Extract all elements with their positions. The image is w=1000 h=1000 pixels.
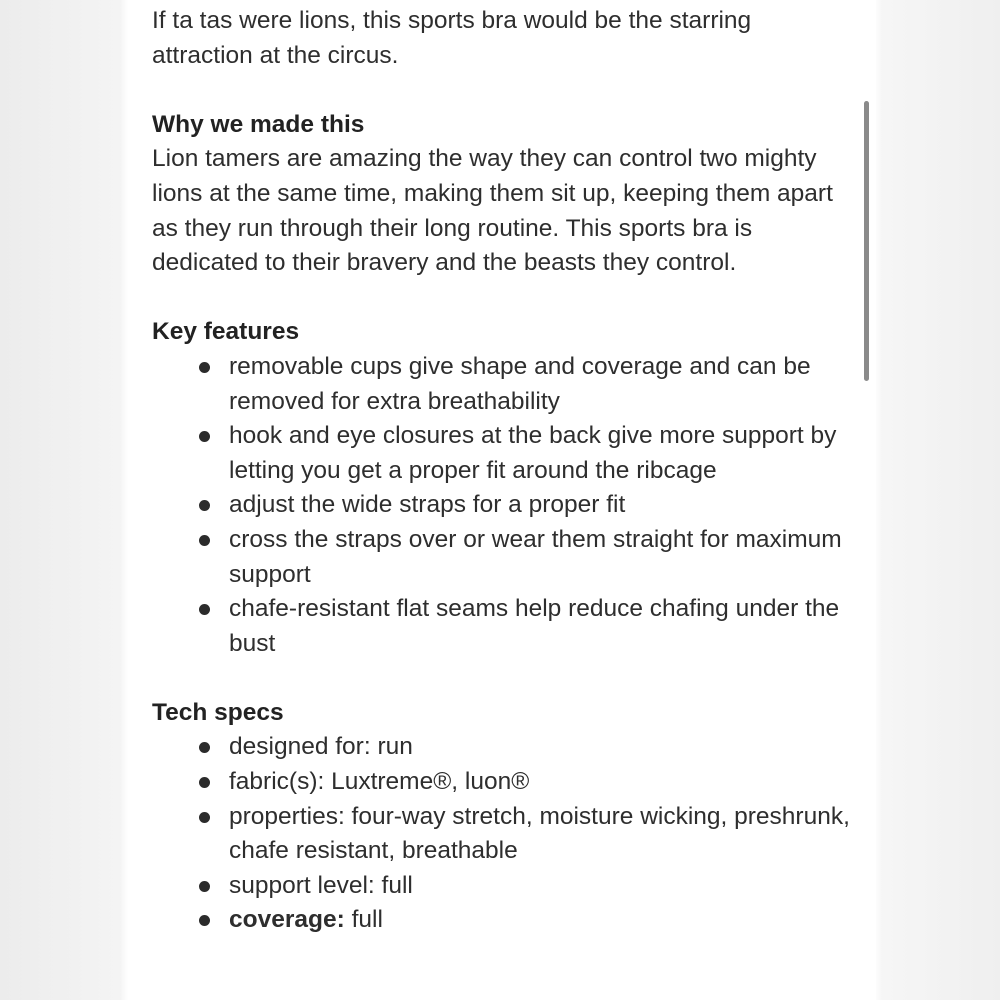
feature-text: chafe-resistant flat seams help reduce chafing under the bust <box>229 595 840 657</box>
why-section <box>152 108 852 281</box>
intro-text: If ta tas were lions, this sports bra would be the starring attraction at the circus. <box>152 7 752 69</box>
feature-item <box>152 592 852 661</box>
specs-section <box>152 696 852 938</box>
bullet-icon <box>199 742 210 753</box>
feature-item <box>152 419 852 488</box>
features-section <box>152 315 852 661</box>
bullet-icon <box>199 362 210 373</box>
bullet-icon <box>199 777 210 788</box>
feature-text: cross the straps over or wear them straight for maximum support <box>229 525 842 588</box>
feature-item <box>152 350 852 419</box>
feature-text: adjust the wide straps for a proper fit <box>229 491 626 519</box>
why-heading: Why we made this <box>152 110 365 138</box>
spec-text: fabric(s): Luxtreme®, luon® <box>229 768 530 796</box>
features-list <box>152 350 852 661</box>
spec-text: support level: full <box>229 871 413 899</box>
why-body: Lion tamers are amazing the way they can control two mighty lions at the same time, making them sit up, keeping them apart as they run through their long routine. This sports bra is dedicated to their bravery and the beasts they control. <box>152 145 833 277</box>
specs-heading: Tech specs <box>152 698 284 726</box>
spec-item <box>152 765 852 800</box>
scrollbar-thumb[interactable] <box>864 101 869 381</box>
feature-item <box>152 523 852 592</box>
spec-item <box>152 800 852 869</box>
spec-item <box>152 869 852 904</box>
spec-value: full <box>344 906 383 934</box>
spec-text: designed for: run <box>229 733 413 761</box>
specs-list <box>152 730 852 938</box>
bullet-icon <box>199 535 210 546</box>
feature-item <box>152 488 852 523</box>
spec-item <box>152 730 852 765</box>
bullet-icon <box>199 812 210 823</box>
bullet-icon <box>199 500 210 511</box>
feature-text: removable cups give shape and coverage and can be removed for extra breathability <box>229 352 811 415</box>
product-description <box>152 4 852 938</box>
bullet-icon <box>199 431 210 442</box>
spec-text: properties: four-way stretch, moisture wicking, preshrunk, chafe resistant, breathable <box>229 802 850 865</box>
spec-label: coverage: <box>229 906 345 934</box>
feature-text: hook and eye closures at the back give more support by letting you get a proper fit around the ribcage <box>229 422 837 484</box>
features-heading: Key features <box>152 318 300 346</box>
bullet-icon <box>199 915 210 926</box>
bullet-icon <box>199 881 210 892</box>
spec-item <box>152 903 852 938</box>
bullet-icon <box>199 604 210 615</box>
